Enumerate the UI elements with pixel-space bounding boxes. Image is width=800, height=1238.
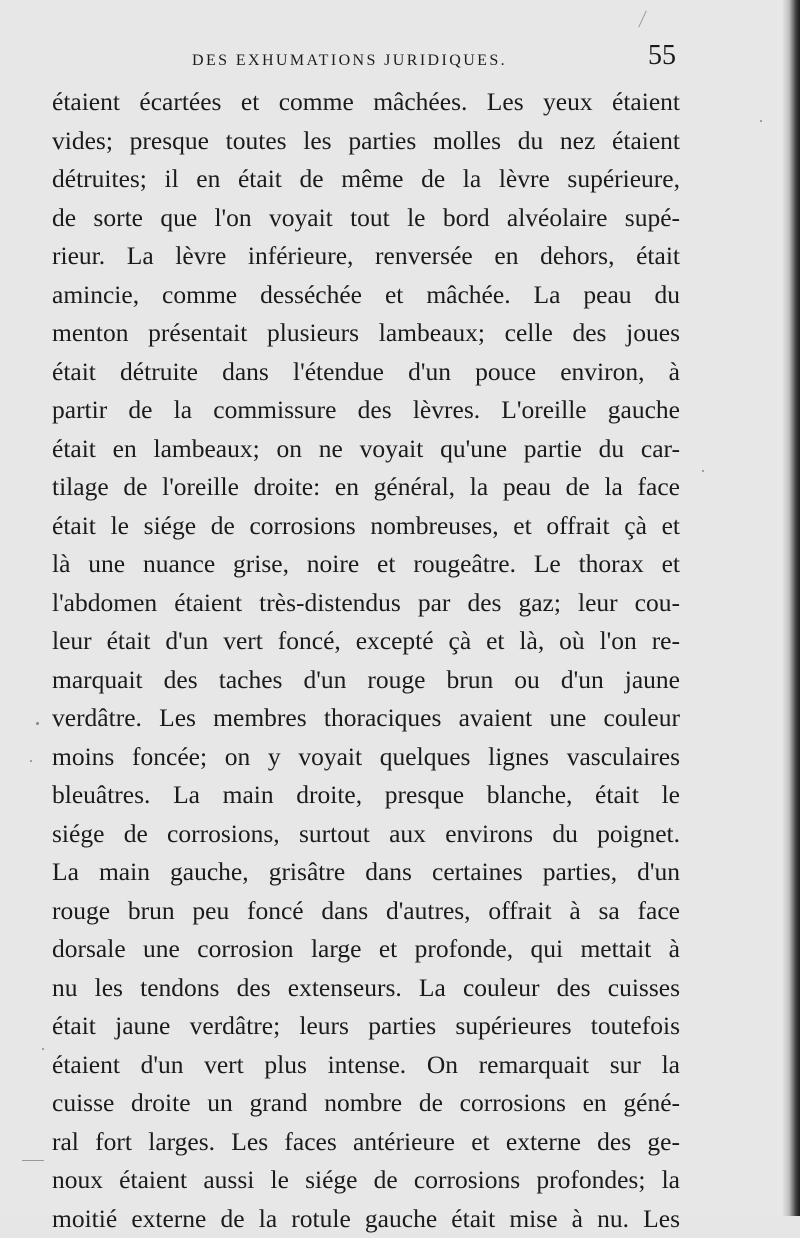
text-line: étaient écartées et comme mâchées. Les yeux étaient [52,83,680,122]
text-line: de sorte que l'on voyait tout le bord alvéolaire supé- [52,199,680,238]
text-line: partir de la commissure des lèvres. L'oreille gauche [52,391,680,430]
paper-speck [42,1048,44,1050]
paper-speck [702,470,704,472]
text-line: moins foncée; on y voyait quelques lignes vasculaires [52,738,680,777]
text-line: moitié externe de la rotule gauche était mise à nu. Les [52,1200,680,1238]
text-line: était en lambeaux; on ne voyait qu'une partie du car- [52,430,680,469]
text-line: dorsale une corrosion large et profonde, qui mettait à [52,930,680,969]
text-line: là une nuance grise, noire et rougeâtre. Le thorax et [52,545,680,584]
text-line: nu les tendons des extenseurs. La couleur des cuisses [52,969,680,1008]
text-line: étaient d'un vert plus intense. On remarquait sur la [52,1046,680,1085]
text-line: rouge brun peu foncé dans d'autres, offrait à sa face [52,892,680,931]
paper-speck [36,722,39,725]
text-line: détruites; il en était de même de la lèvre supérieure, [52,160,680,199]
paper-scratch [638,11,647,28]
text-line: tilage de l'oreille droite: en général, la peau de la face [52,468,680,507]
text-line: menton présentait plusieurs lambeaux; celle des joues [52,314,680,353]
text-line: bleuâtres. La main droite, presque blanche, était le [52,776,680,815]
text-line: amincie, comme desséchée et mâchée. La peau du [52,276,680,315]
text-line: noux étaient aussi le siége de corrosions profondes; la [52,1161,680,1200]
text-line: leur était d'un vert foncé, excepté çà et là, où l'on re- [52,622,680,661]
text-line: l'abdomen étaient très-distendus par des gaz; leur cou- [52,584,680,623]
running-title: DES EXHUMATIONS JURIDIQUES. [192,52,507,70]
text-line: vides; presque toutes les parties molles du nez étaient [52,122,680,161]
page-number: 55 [648,40,676,72]
page-gutter-shadow [782,0,800,1216]
text-line: rieur. La lèvre inférieure, renversée en dehors, était [52,237,680,276]
paper-speck [760,120,762,122]
text-line: était jaune verdâtre; leurs parties supérieures toutefois [52,1007,680,1046]
text-line: cuisse droite un grand nombre de corrosions en géné- [52,1084,680,1123]
text-line: marquait des taches d'un rouge brun ou d'un jaune [52,661,680,700]
text-line: était le siége de corrosions nombreuses, et offrait çà et [52,507,680,546]
paper-scratch [22,1160,44,1161]
paper-speck [30,760,32,762]
text-line: était détruite dans l'étendue d'un pouce environ, à [52,353,680,392]
text-line: La main gauche, grisâtre dans certaines parties, d'un [52,853,680,892]
text-line: verdâtre. Les membres thoraciques avaient une couleur [52,699,680,738]
text-line: siége de corrosions, surtout aux environs du poignet. [52,815,680,854]
body-text [52,83,680,1238]
page-header [192,40,682,80]
text-line: ral fort larges. Les faces antérieure et externe des ge- [52,1123,680,1162]
